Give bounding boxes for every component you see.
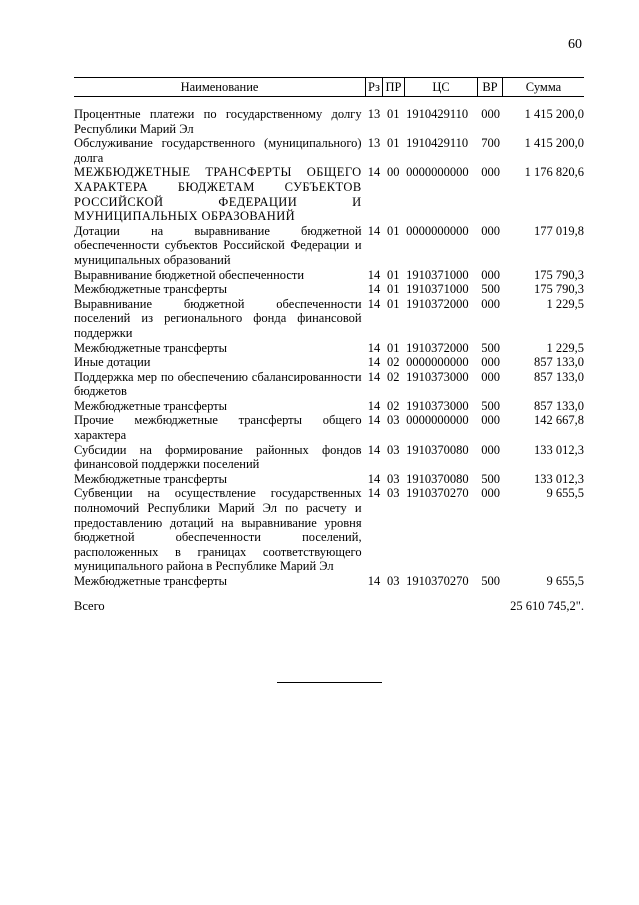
- budget-table: [74, 77, 584, 614]
- row-sum: 142 667,8: [533, 413, 584, 428]
- row-vr: 700: [481, 136, 500, 151]
- row-sum: 857 133,0: [533, 369, 584, 384]
- table-row: [74, 282, 584, 297]
- row-cs: 1910429110: [406, 136, 469, 151]
- row-rz: 14: [367, 398, 381, 413]
- total-sum: 25 610 745,2".: [510, 598, 584, 613]
- row-name: Субвенции на осуществление государственных полномочий Республики Марий Эл по расчету и предоставлению дотаций на выравнивание уровня бюджетной обеспеченности поселений, расположенных в границах соответствующего муниципального района в Республике Марий Эл: [74, 486, 362, 574]
- header-pr: ПР: [382, 78, 404, 96]
- row-pr: 01: [386, 282, 400, 297]
- row-name: Межбюджетные трансферты: [74, 282, 228, 297]
- row-sum: 857 133,0: [533, 355, 584, 370]
- row-vr: 000: [481, 165, 500, 180]
- row-sum: 177 019,8: [533, 223, 584, 238]
- row-vr: 000: [481, 413, 500, 428]
- row-cs: 1910371000: [406, 267, 469, 282]
- row-sum: 857 133,0: [533, 398, 584, 413]
- row-cs: 1910373000: [406, 369, 469, 384]
- row-vr: 500: [481, 282, 500, 297]
- row-cs: 0000000000: [406, 165, 469, 180]
- row-name: Межбюджетные трансферты: [74, 574, 228, 588]
- row-rz: 14: [367, 282, 381, 297]
- row-name: Межбюджетные трансферты: [74, 471, 228, 486]
- row-sum: 1 415 200,0: [524, 107, 584, 121]
- row-rz: 14: [367, 413, 381, 428]
- header-rz: Рз: [365, 78, 382, 96]
- row-vr: 500: [481, 471, 500, 486]
- row-vr: 000: [481, 369, 500, 384]
- row-rz: 14: [367, 296, 381, 311]
- row-name: Выравнивание бюджетной обеспеченности: [74, 267, 305, 282]
- table-row: [74, 472, 584, 487]
- row-sum: 133 012,3: [533, 471, 584, 486]
- row-rz: 14: [367, 223, 381, 238]
- row-cs: 1910429110: [406, 107, 469, 121]
- row-vr: 000: [481, 223, 500, 238]
- row-vr: 000: [481, 486, 500, 501]
- row-pr: 03: [386, 471, 400, 486]
- header-cs: ЦС: [404, 78, 477, 96]
- table-row: [74, 341, 584, 356]
- row-sum: 9 655,5: [546, 486, 584, 501]
- row-pr: 01: [386, 136, 400, 151]
- row-sum: 133 012,3: [533, 442, 584, 457]
- row-sum: 175 790,3: [533, 282, 584, 297]
- row-vr: 000: [481, 107, 500, 121]
- row-pr: 03: [386, 413, 400, 428]
- row-vr: 500: [481, 340, 500, 355]
- row-name: Межбюджетные трансферты: [74, 340, 228, 355]
- table-row: [74, 107, 584, 136]
- row-rz: 14: [367, 355, 381, 370]
- row-name: Процентные платежи по государственному долгу Республики Марий Эл: [74, 107, 362, 136]
- row-sum: 1 176 820,6: [524, 165, 584, 180]
- row-cs: 0000000000: [406, 223, 469, 238]
- table-row: [74, 136, 584, 165]
- page-number: 60: [568, 37, 582, 52]
- row-name: Обслуживание государственного (муниципального) долга: [74, 136, 362, 165]
- table-header: [74, 77, 584, 97]
- row-pr: 02: [386, 369, 400, 384]
- table-body: [74, 107, 584, 589]
- table-row: [74, 297, 584, 341]
- row-pr: 03: [386, 486, 400, 501]
- table-row: [74, 574, 584, 589]
- row-sum: 175 790,3: [533, 267, 584, 282]
- row-name: Дотации на выравнивание бюджетной обеспеченности субъектов Российской Федерации и муниципальных образований: [74, 223, 362, 267]
- table-row: [74, 413, 584, 442]
- row-sum: 1 415 200,0: [524, 136, 584, 151]
- row-pr: 01: [386, 296, 400, 311]
- row-sum: 9 655,5: [546, 574, 584, 588]
- row-vr: 000: [481, 442, 500, 457]
- row-rz: 14: [367, 369, 381, 384]
- row-rz: 14: [367, 267, 381, 282]
- table-row: [74, 268, 584, 283]
- closing-rule: [277, 682, 382, 683]
- row-rz: 14: [367, 442, 381, 457]
- row-name: Иные дотации: [74, 355, 151, 370]
- table-row: [74, 370, 584, 399]
- row-rz: 14: [367, 165, 381, 180]
- row-name: МЕЖБЮДЖЕТНЫЕ ТРАНСФЕРТЫ ОБЩЕГО ХАРАКТЕРА БЮДЖЕТАМ СУБЪЕКТОВ РОССИЙСКОЙ ФЕДЕРАЦИИ И МУНИЦИПАЛЬНЫХ ОБРАЗОВАНИЙ: [74, 165, 362, 224]
- row-cs: 0000000000: [406, 355, 469, 370]
- row-cs: 1910372000: [406, 340, 469, 355]
- row-rz: 14: [367, 471, 381, 486]
- row-cs: 1910370080: [406, 471, 469, 486]
- row-vr: 500: [481, 398, 500, 413]
- header-vr: ВР: [477, 78, 502, 96]
- row-sum: 1 229,5: [546, 296, 584, 311]
- row-cs: 0000000000: [406, 413, 469, 428]
- row-cs: 1910370270: [406, 574, 469, 588]
- table-row: [74, 443, 584, 472]
- row-pr: 01: [386, 267, 400, 282]
- row-vr: 500: [481, 574, 500, 588]
- row-vr: 000: [481, 296, 500, 311]
- row-pr: 02: [386, 355, 400, 370]
- header-name: Наименование: [180, 80, 259, 94]
- row-name: Поддержка мер по обеспечению сбалансированности бюджетов: [74, 369, 362, 399]
- table-row: [74, 486, 584, 574]
- total-label: Всего: [74, 598, 105, 613]
- total-row: [74, 599, 584, 614]
- row-pr: 01: [386, 223, 400, 238]
- row-rz: 14: [367, 486, 381, 501]
- row-name: Выравнивание бюджетной обеспеченности поселений из регионального фонда финансовой поддержки: [74, 296, 362, 340]
- table-row: [74, 224, 584, 268]
- row-pr: 03: [386, 442, 400, 457]
- row-pr: 01: [386, 107, 400, 121]
- row-vr: 000: [481, 355, 500, 370]
- table-row: [74, 165, 584, 223]
- header-sum: Сумма: [502, 78, 584, 96]
- row-cs: 1910372000: [406, 296, 469, 311]
- row-name: Прочие межбюджетные трансферты общего характера: [74, 413, 362, 443]
- row-name: Межбюджетные трансферты: [74, 398, 228, 413]
- row-vr: 000: [481, 267, 500, 282]
- row-pr: 03: [386, 574, 400, 588]
- row-cs: 1910371000: [406, 282, 469, 297]
- row-sum: 1 229,5: [546, 340, 584, 355]
- row-rz: 13: [367, 136, 381, 151]
- row-pr: 01: [386, 340, 400, 355]
- row-rz: 13: [367, 107, 381, 121]
- row-pr: 02: [386, 398, 400, 413]
- row-rz: 14: [367, 574, 381, 588]
- row-cs: 1910370270: [406, 486, 469, 501]
- row-name: Субсидии на формирование районных фондов финансовой поддержки поселений: [74, 442, 362, 472]
- row-rz: 14: [367, 340, 381, 355]
- table-row: [74, 399, 584, 414]
- table-row: [74, 355, 584, 370]
- row-cs: 1910370080: [406, 442, 469, 457]
- row-pr: 00: [386, 165, 400, 180]
- row-cs: 1910373000: [406, 398, 469, 413]
